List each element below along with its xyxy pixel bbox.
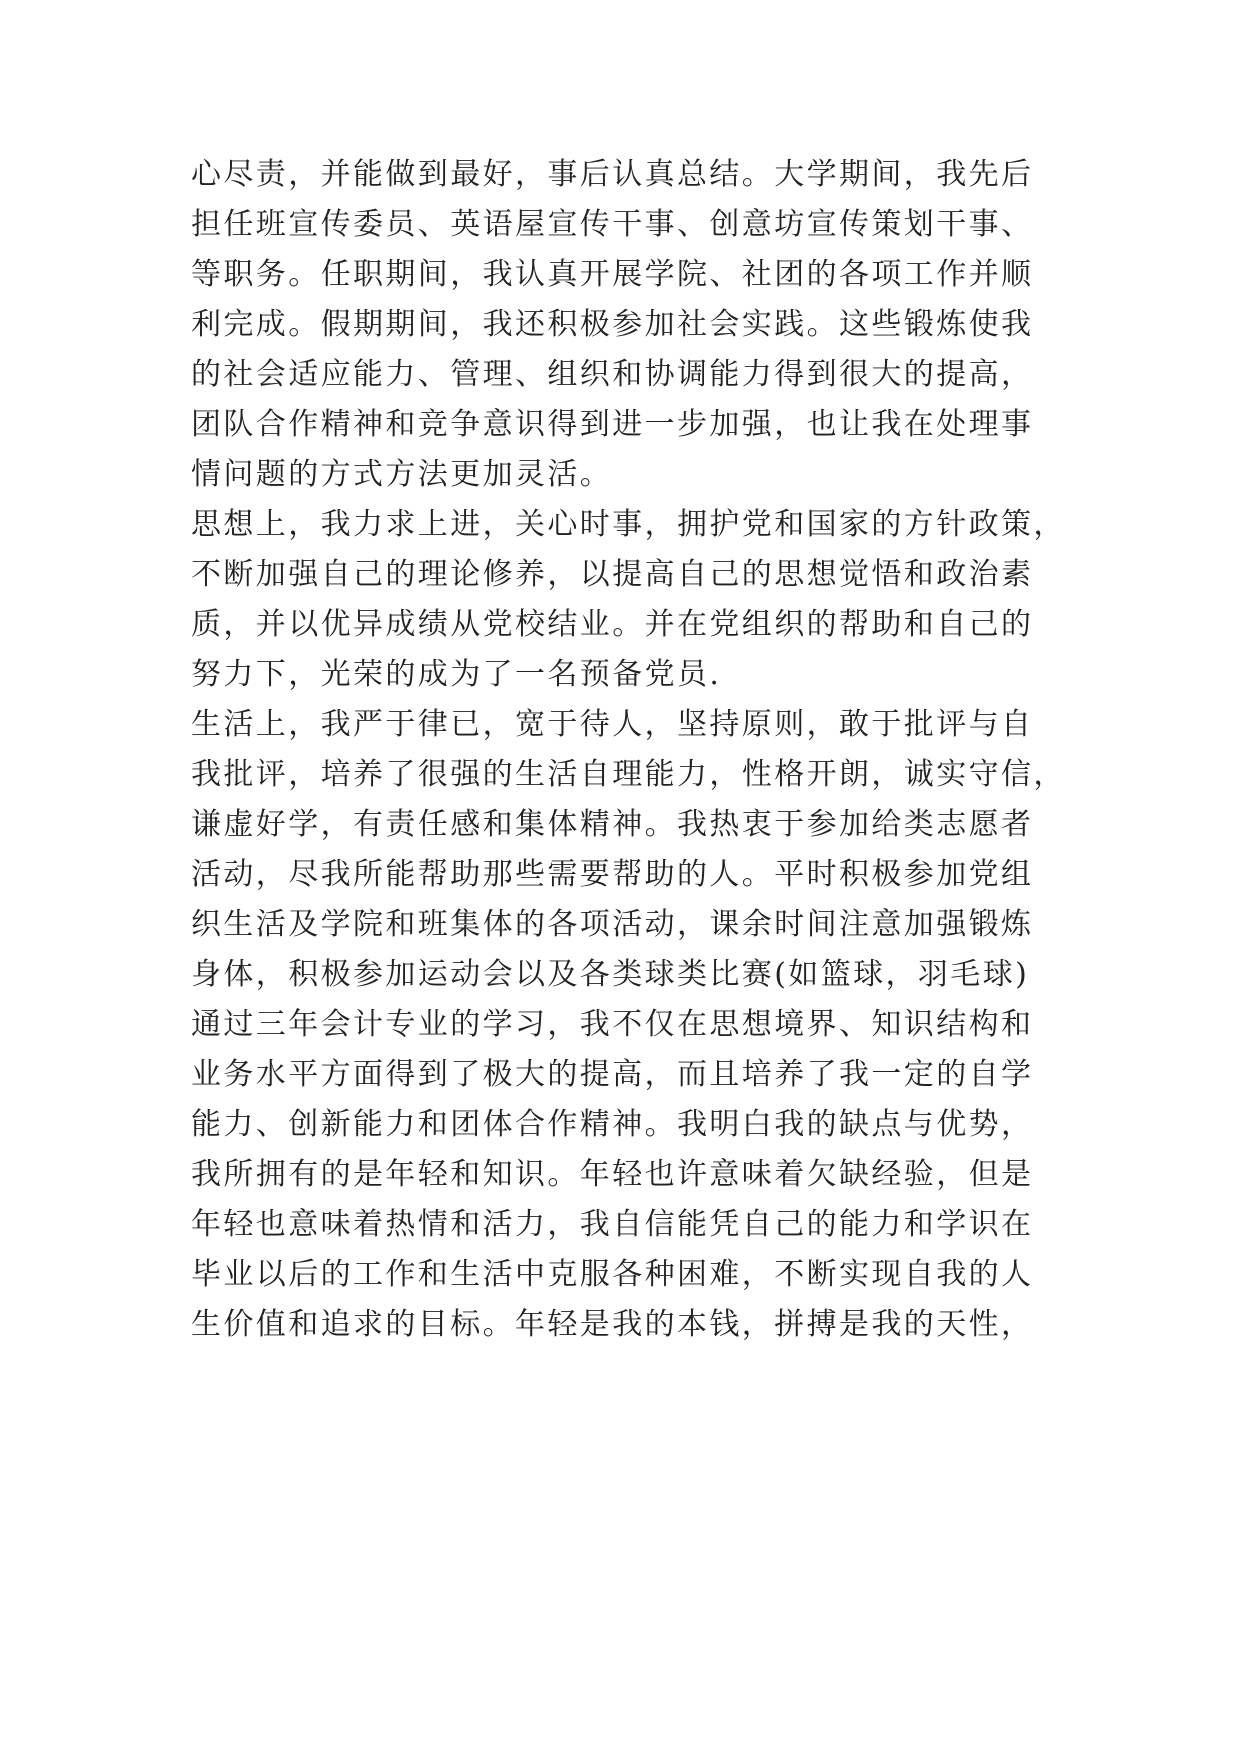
text-line: 利完成。假期期间，我还积极参加社会实践。这些锻炼使我 (191, 307, 1034, 342)
text-line: 谦虚好学，有责任感和集体精神。我热衷于参加给类志愿者 (191, 807, 1034, 842)
text-line: 业务水平方面得到了极大的提高，而且培养了我一定的自学 (191, 1057, 1034, 1092)
text-line: 毕业以后的工作和生活中克服各种困难，不断实现自我的人 (191, 1257, 1034, 1292)
text-line: 的社会适应能力、管理、组织和协调能力得到很大的提高， (191, 357, 1034, 392)
text-line: 我批评，培养了很强的生活自理能力，性格开朗，诚实守信， (191, 757, 1066, 792)
text-line: 活动，尽我所能帮助那些需要帮助的人。平时积极参加党组 (191, 857, 1034, 892)
text-line: 等职务。任职期间，我认真开展学院、社团的各项工作并顺 (191, 257, 1034, 292)
text-line: 年轻也意味着热情和活力，我自信能凭自己的能力和学识在 (191, 1207, 1034, 1242)
text-line: 质，并以优异成绩从党校结业。并在党组织的帮助和自己的 (191, 607, 1034, 642)
text-line: 通过三年会计专业的学习，我不仅在思想境界、知识结构和 (191, 1007, 1034, 1042)
body-text (191, 150, 1091, 1350)
text-line: 织生活及学院和班集体的各项活动，课余时间注意加强锻炼 (191, 907, 1034, 942)
text-line: 努力下，光荣的成为了一名预备党员. (191, 657, 722, 692)
text-line: 生价值和追求的目标。年轻是我的本钱，拼搏是我的天性， (191, 1307, 1034, 1342)
text-line: 担任班宣传委员、英语屋宣传干事、创意坊宣传策划干事、 (191, 207, 1034, 242)
text-line: 我所拥有的是年轻和知识。年轻也许意味着欠缺经验，但是 (191, 1157, 1034, 1192)
text-line: 情问题的方式方法更加灵活。 (191, 457, 613, 492)
text-line: 生活上，我严于律已，宽于待人，坚持原则，敢于批评与自 (191, 707, 1034, 742)
text-line: 思想上，我力求上进，关心时事，拥护党和国家的方针政策， (191, 507, 1066, 542)
text-line: 心尽责，并能做到最好，事后认真总结。大学期间，我先后 (191, 157, 1034, 192)
text-line: 团队合作精神和竞争意识得到进一步加强，也让我在处理事 (191, 407, 1034, 442)
text-line: 能力、创新能力和团体合作精神。我明白我的缺点与优势， (191, 1107, 1034, 1142)
text-line: 身体，积极参加运动会以及各类球类比赛(如篮球，羽毛球) (191, 957, 1030, 992)
text-line: 不断加强自己的理论修养，以提高自己的思想觉悟和政治素 (191, 557, 1034, 592)
